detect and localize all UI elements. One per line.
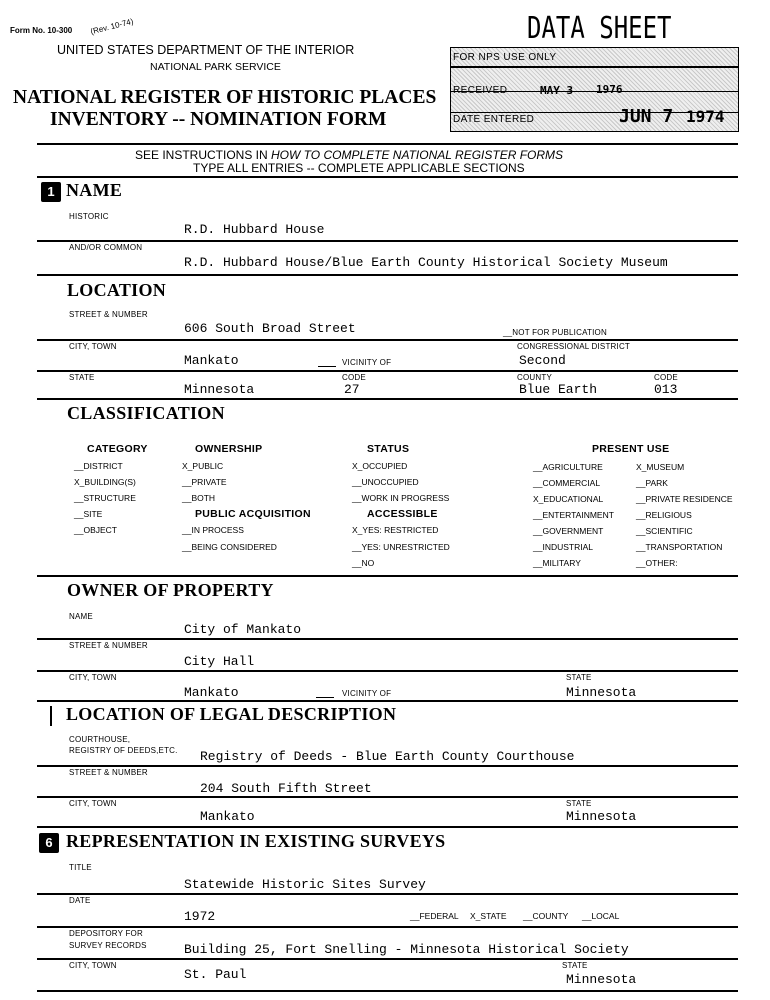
- survey-state-value: Minnesota: [566, 972, 637, 987]
- received-year: 1976: [596, 83, 623, 96]
- legal-street-value: 204 South Fifth Street: [200, 781, 372, 796]
- category-option: __OBJECT: [74, 525, 117, 535]
- county-label: COUNTY: [517, 373, 552, 382]
- street-label: STREET & NUMBER: [69, 310, 148, 319]
- present-use-option: __COMMERCIAL: [533, 478, 601, 488]
- state-label: STATE: [69, 373, 95, 382]
- location-heading: LOCATION: [67, 280, 167, 300]
- accessible-option: X_YES: RESTRICTED: [352, 525, 439, 535]
- street-value: 606 South Broad Street: [184, 321, 356, 336]
- present-use-option: __MILITARY: [533, 558, 581, 568]
- form-title-line1: NATIONAL REGISTER OF HISTORIC PLACES: [13, 87, 437, 108]
- present-use-option: __TRANSPORTATION: [636, 542, 723, 552]
- entered-date: JUN 7: [619, 106, 674, 127]
- common-label: AND/OR COMMON: [69, 243, 143, 252]
- surveys-heading: REPRESENTATION IN EXISTING SURVEYS: [66, 831, 446, 851]
- local-option: __LOCAL: [582, 911, 620, 921]
- present-use-option: __SCIENTIFIC: [636, 526, 693, 536]
- owner-name-value: City of Mankato: [184, 622, 302, 637]
- county-code-value: 013: [654, 382, 678, 397]
- congressional-label: CONGRESSIONAL DISTRICT: [517, 342, 631, 351]
- historic-label: HISTORIC: [69, 212, 109, 221]
- legal-street-label: STREET & NUMBER: [69, 768, 148, 777]
- legal-state-label: STATE: [566, 799, 592, 808]
- nps-use-box: [450, 47, 739, 132]
- category-option: __DISTRICT: [74, 461, 123, 471]
- federal-option: __FEDERAL: [410, 911, 459, 921]
- registry-label: REGISTRY OF DEEDS,ETC.: [69, 746, 178, 755]
- present-use-option: X_MUSEUM: [636, 462, 685, 472]
- code-label: CODE: [342, 373, 366, 382]
- entered-year: 1974: [686, 107, 725, 126]
- category-heading: CATEGORY: [87, 443, 148, 455]
- survey-city-label: CITY, TOWN: [69, 961, 117, 970]
- owner-vicinity-label: VICINITY OF: [342, 689, 392, 698]
- present-use-option: __INDUSTRIAL: [533, 542, 593, 552]
- accessible-heading: ACCESSIBLE: [367, 508, 438, 520]
- present-use-option: __PARK: [636, 478, 668, 488]
- present-use-option: __GOVERNMENT: [533, 526, 604, 536]
- form-title-line2: INVENTORY -- NOMINATION FORM: [50, 109, 387, 130]
- form-revision: (Rev. 10-74): [89, 16, 135, 37]
- category-option: X_BUILDING(S): [74, 477, 136, 487]
- state-option: X_STATE: [470, 911, 507, 921]
- survey-state-label: STATE: [562, 961, 588, 970]
- owner-city-label: CITY, TOWN: [69, 673, 117, 682]
- present-use-option: __OTHER:: [636, 558, 678, 568]
- present-use-option: __ENTERTAINMENT: [533, 510, 614, 520]
- city-value: Mankato: [184, 353, 239, 368]
- ownership-heading: OWNERSHIP: [195, 443, 263, 455]
- present-use-option: __AGRICULTURE: [533, 462, 603, 472]
- department: UNITED STATES DEPARTMENT OF THE INTERIOR: [57, 43, 355, 57]
- section-number-1: 1: [41, 182, 61, 202]
- historic-value: R.D. Hubbard House: [184, 222, 325, 237]
- status-option: __WORK IN PROGRESS: [352, 493, 450, 503]
- county-code-label: CODE: [654, 373, 678, 382]
- congressional-value: Second: [519, 353, 566, 368]
- legal-city-label: CITY, TOWN: [69, 799, 117, 808]
- county-option: __COUNTY: [523, 911, 569, 921]
- classification-heading: CLASSIFICATION: [67, 403, 225, 423]
- present-use-option: X_EDUCATIONAL: [533, 494, 604, 504]
- owner-state-label: STATE: [566, 673, 592, 682]
- public-acquisition-heading: PUBLIC ACQUISITION: [195, 508, 311, 520]
- legal-heading: LOCATION OF LEGAL DESCRIPTION: [66, 704, 397, 724]
- date-entered-label: DATE ENTERED: [453, 114, 535, 125]
- county-value: Blue Earth: [519, 382, 598, 397]
- section-number-6: 6: [39, 833, 59, 853]
- registry-value: Registry of Deeds - Blue Earth County Courthouse: [200, 749, 575, 764]
- nps-box-title: FOR NPS USE ONLY: [453, 52, 557, 63]
- legal-state-value: Minnesota: [566, 809, 637, 824]
- name-heading: NAME: [66, 180, 123, 200]
- state-value: Minnesota: [184, 382, 255, 397]
- present-use-option: __RELIGIOUS: [636, 510, 692, 520]
- owner-state-value: Minnesota: [566, 685, 637, 700]
- depository-value: Building 25, Fort Snelling - Minnesota Historical Society: [184, 942, 629, 957]
- common-value: R.D. Hubbard House/Blue Earth County Historical Society Museum: [184, 255, 668, 270]
- received-date: MAY 3: [540, 84, 574, 97]
- service: NATIONAL PARK SERVICE: [150, 61, 281, 73]
- present-use-heading: PRESENT USE: [592, 443, 670, 455]
- instructions-title: HOW TO COMPLETE NATIONAL REGISTER FORMS: [271, 148, 564, 162]
- ownership-option: __PRIVATE: [182, 477, 227, 487]
- ownership-option: X_PUBLIC: [182, 461, 224, 471]
- state-code-value: 27: [344, 382, 360, 397]
- survey-date-value: 1972: [184, 909, 216, 924]
- city-label: CITY, TOWN: [69, 342, 117, 351]
- courthouse-label: COURTHOUSE,: [69, 735, 131, 744]
- survey-date-label: DATE: [69, 896, 91, 905]
- form-number: Form No. 10-300: [10, 26, 73, 35]
- present-use-option: __PRIVATE RESIDENCE: [636, 494, 733, 504]
- accessible-option: __NO: [352, 558, 375, 568]
- instructions-line2: TYPE ALL ENTRIES -- COMPLETE APPLICABLE SECTIONS: [193, 161, 525, 175]
- status-option: __UNOCCUPIED: [352, 477, 419, 487]
- owner-street-value: City Hall: [184, 654, 255, 669]
- acquisition-option: __BEING CONSIDERED: [182, 542, 277, 552]
- category-option: __STRUCTURE: [74, 493, 136, 503]
- category-option: __SITE: [74, 509, 103, 519]
- survey-title-label: TITLE: [69, 863, 92, 872]
- owner-heading: OWNER OF PROPERTY: [67, 580, 274, 600]
- status-option: X_OCCUPIED: [352, 461, 408, 471]
- accessible-option: __YES: UNRESTRICTED: [352, 542, 450, 552]
- depository-label-1: DEPOSITORY FOR: [69, 929, 143, 938]
- instructions-line1: [135, 148, 563, 162]
- acquisition-option: __IN PROCESS: [182, 525, 244, 535]
- data-sheet-stamp: DATA SHEET: [527, 10, 672, 46]
- received-label: RECEIVED: [453, 85, 508, 96]
- legal-city-value: Mankato: [200, 809, 255, 824]
- owner-name-label: NAME: [69, 612, 93, 621]
- instructions-prefix: SEE INSTRUCTIONS IN: [135, 148, 272, 162]
- not-for-publication: __NOT FOR PUBLICATION: [503, 328, 607, 337]
- owner-street-label: STREET & NUMBER: [69, 641, 148, 650]
- owner-city-value: Mankato: [184, 685, 239, 700]
- survey-title-value: Statewide Historic Sites Survey: [184, 877, 426, 892]
- status-heading: STATUS: [367, 443, 410, 455]
- vicinity-label: VICINITY OF: [342, 358, 392, 367]
- survey-city-value: St. Paul: [184, 967, 247, 982]
- depository-label-2: SURVEY RECORDS: [69, 941, 147, 950]
- ownership-option: __BOTH: [182, 493, 216, 503]
